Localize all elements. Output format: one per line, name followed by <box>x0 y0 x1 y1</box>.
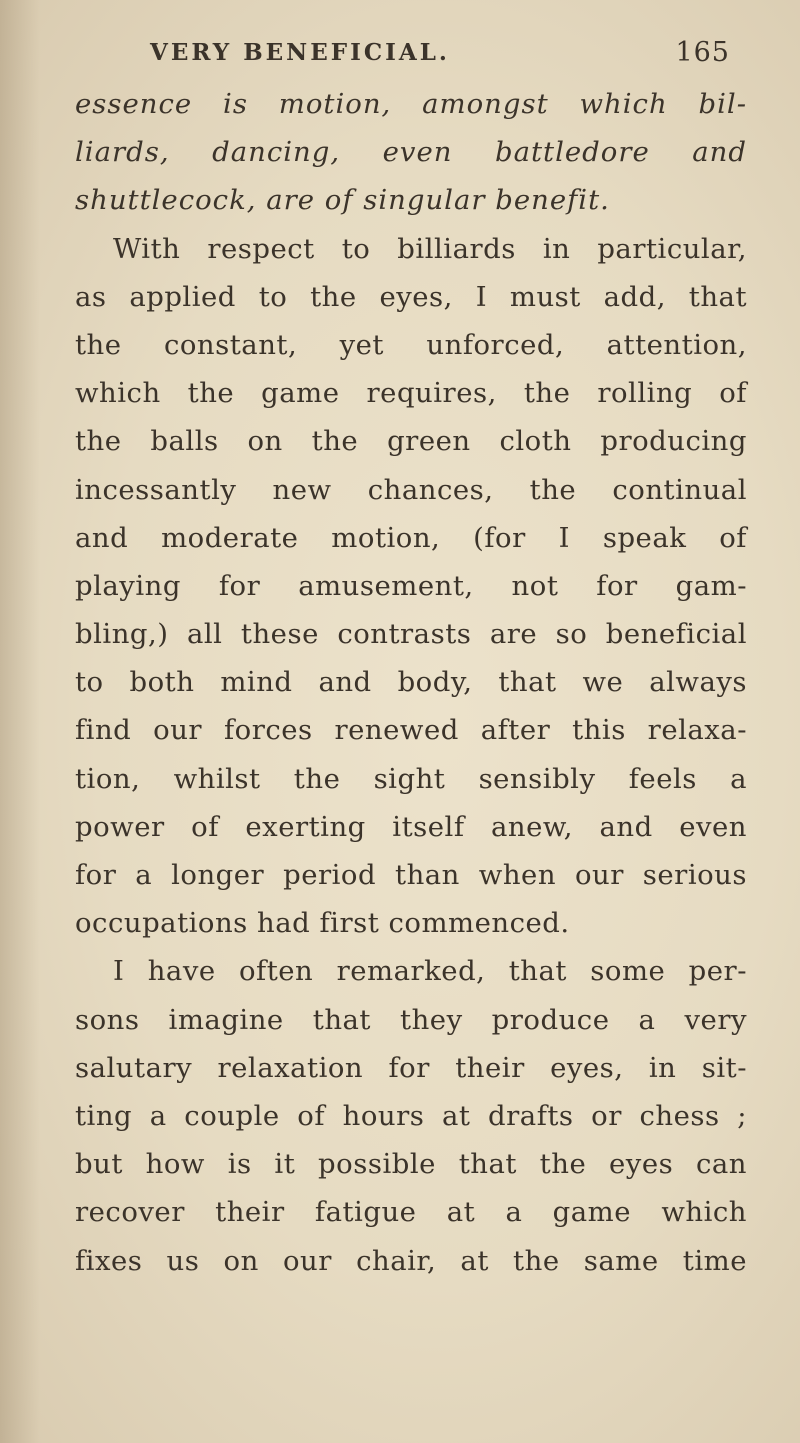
running-title: VERY BENEFICIAL. <box>150 38 450 66</box>
text-line: salutary relaxation for their eyes, in sit- <box>75 1051 747 1084</box>
page-edge-shadow <box>0 0 40 1443</box>
text-line: which the game requires, the rolling of <box>75 377 747 410</box>
text-line: liards, dancing, even battledore and <box>75 136 747 169</box>
text-line: but how is it possible that the eyes can <box>75 1148 747 1181</box>
text-line: as applied to the eyes, I must add, that <box>75 280 747 313</box>
page-number: 165 <box>675 36 730 68</box>
text-line: incessantly new chances, the continual <box>75 473 747 506</box>
text-line: recover their fatigue at a game which <box>75 1196 747 1229</box>
text-line: occupations had first commenced. <box>75 907 570 940</box>
text-line: ting a couple of hours at drafts or chess ; <box>75 1099 747 1132</box>
page-body <box>75 80 747 1285</box>
text-line: playing for amusement, not for gam- <box>75 569 747 602</box>
text-line: shuttlecock, are of singular benefit. <box>75 184 610 217</box>
page-header <box>150 30 730 74</box>
text-line: tion, whilst the sight sensibly feels a <box>75 762 747 795</box>
text-line: and moderate motion, (for I speak of <box>75 521 747 554</box>
text-line: With respect to billiards in particular, <box>113 232 747 265</box>
text-line: essence is motion, amongst which bil- <box>75 88 747 120</box>
text-line: for a longer period than when our serious <box>75 859 747 891</box>
text-line: to both mind and body, that we always <box>75 666 747 699</box>
text-line: find our forces renewed after this relaxa- <box>75 714 747 747</box>
text-line: the constant, yet unforced, attention, <box>75 328 747 361</box>
text-line: the balls on the green cloth producing <box>75 425 747 458</box>
text-line: fixes us on our chair, at the same time <box>75 1244 747 1277</box>
text-line: sons imagine that they produce a very <box>75 1003 747 1036</box>
text-line: power of exerting itself anew, and even <box>75 810 747 843</box>
text-line: I have often remarked, that some per- <box>113 955 747 988</box>
text-line: bling,) all these contrasts are so beneficial <box>75 618 747 651</box>
